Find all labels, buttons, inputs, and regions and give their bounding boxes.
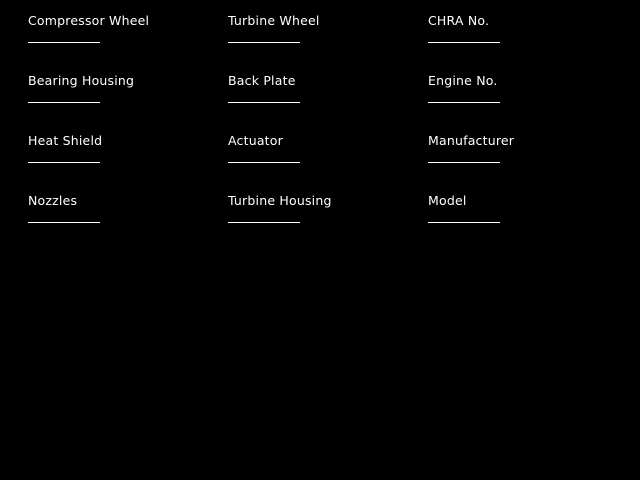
field-input-underline[interactable] xyxy=(28,162,100,163)
field-label: Bearing Housing xyxy=(28,73,135,88)
field-input-underline[interactable] xyxy=(28,222,100,223)
field-input-underline[interactable] xyxy=(228,162,300,163)
field-label: Actuator xyxy=(228,133,283,148)
field-model[interactable] xyxy=(428,194,628,254)
field-input-underline[interactable] xyxy=(228,222,300,223)
field-actuator[interactable] xyxy=(228,134,428,194)
field-compressor-wheel[interactable] xyxy=(28,14,228,74)
field-label: Heat Shield xyxy=(28,133,103,148)
field-bearing-housing[interactable] xyxy=(28,74,228,134)
field-label: Back Plate xyxy=(228,73,296,88)
field-input-underline[interactable] xyxy=(228,42,300,43)
field-input-underline[interactable] xyxy=(228,102,300,103)
field-nozzles[interactable] xyxy=(28,194,228,254)
field-input-underline[interactable] xyxy=(428,162,500,163)
field-heat-shield[interactable] xyxy=(28,134,228,194)
field-back-plate[interactable] xyxy=(228,74,428,134)
field-label: Nozzles xyxy=(28,193,78,208)
field-chra-no[interactable] xyxy=(428,14,628,74)
field-label: Model xyxy=(428,193,467,208)
field-label: CHRA No. xyxy=(428,13,490,28)
field-label: Turbine Housing xyxy=(228,193,332,208)
field-turbine-housing[interactable] xyxy=(228,194,428,254)
field-label: Turbine Wheel xyxy=(228,13,320,28)
field-input-underline[interactable] xyxy=(28,102,100,103)
field-manufacturer[interactable] xyxy=(428,134,628,194)
field-engine-no[interactable] xyxy=(428,74,628,134)
field-label: Engine No. xyxy=(428,73,498,88)
field-input-underline[interactable] xyxy=(28,42,100,43)
field-turbine-wheel[interactable] xyxy=(228,14,428,74)
field-input-underline[interactable] xyxy=(428,42,500,43)
field-label: Compressor Wheel xyxy=(28,13,150,28)
field-input-underline[interactable] xyxy=(428,102,500,103)
field-input-underline[interactable] xyxy=(428,222,500,223)
field-label: Manufacturer xyxy=(428,133,515,148)
